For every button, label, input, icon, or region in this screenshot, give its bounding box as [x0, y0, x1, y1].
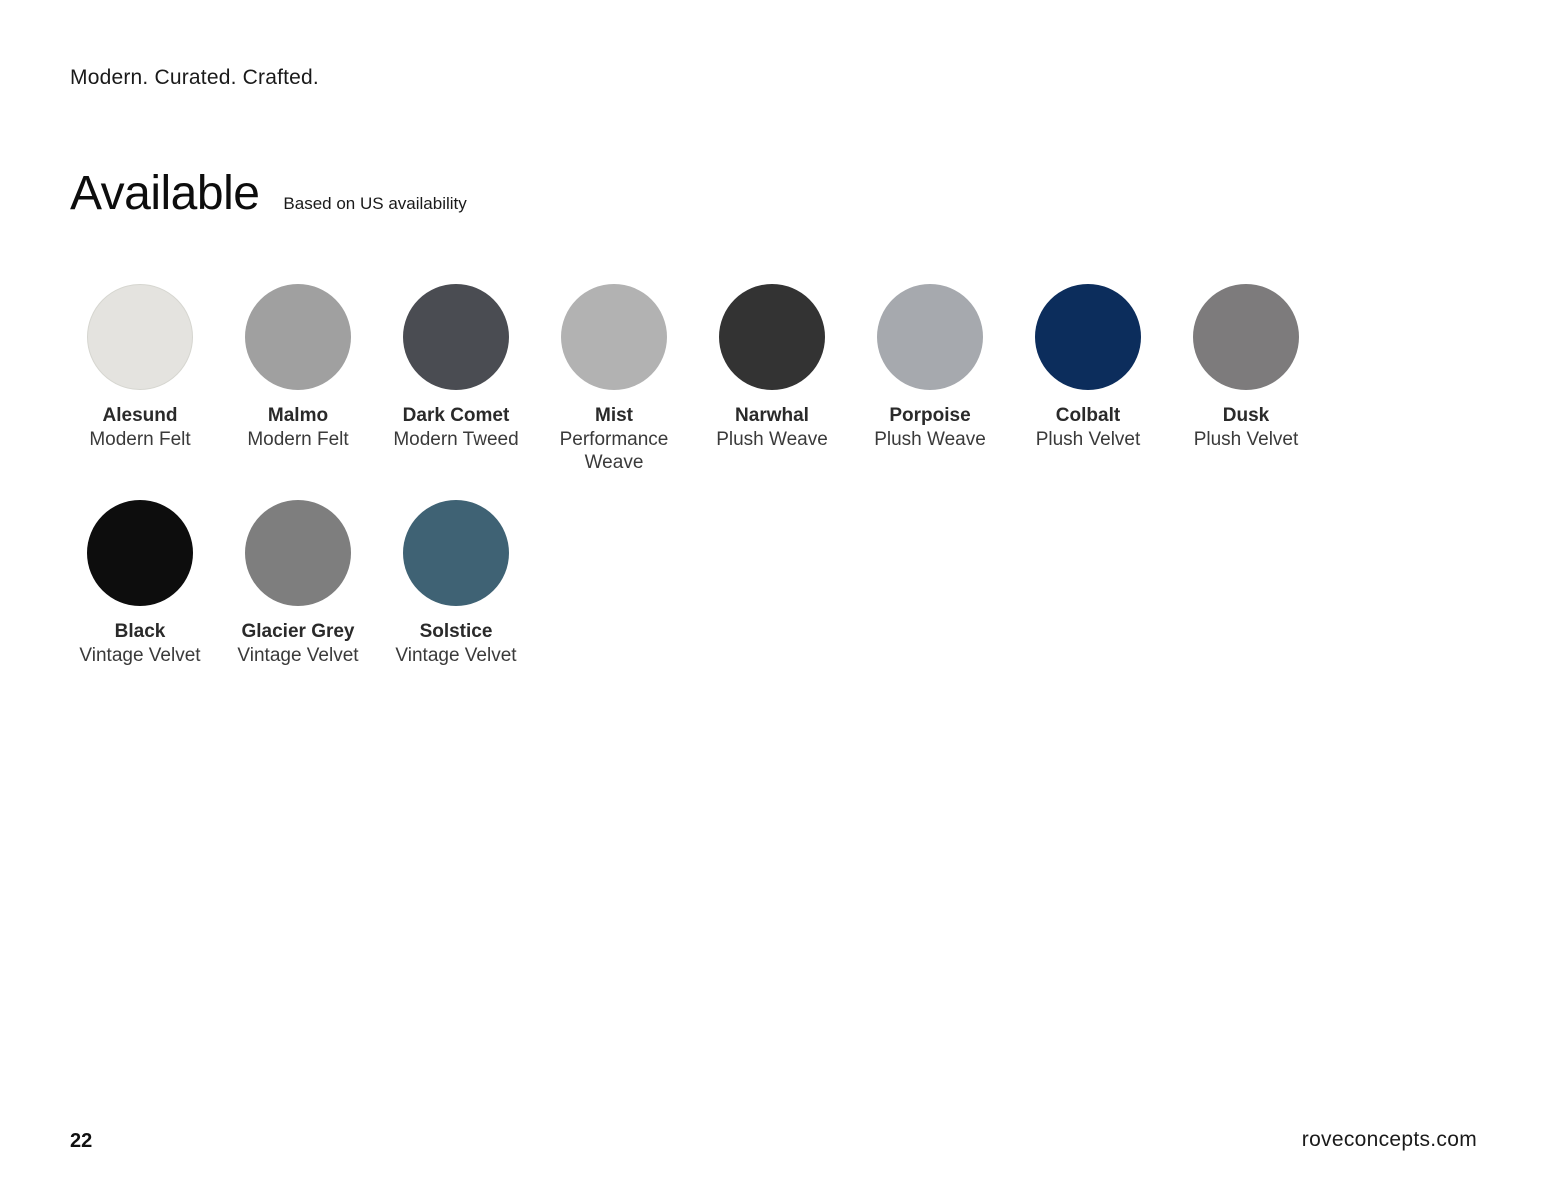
- swatch-mist: [535, 284, 693, 474]
- swatch-row-1: [61, 284, 1325, 474]
- fabric-swatch-circle: [245, 500, 351, 606]
- swatch-glacier-grey: [219, 500, 377, 667]
- swatch-name: Solstice: [419, 621, 493, 642]
- swatch-material: Plush Weave: [874, 429, 986, 450]
- fabric-swatch-circle: [1035, 284, 1141, 390]
- swatch-material: Vintage Velvet: [79, 645, 201, 666]
- fabric-swatch-circle: [561, 284, 667, 390]
- swatch-alesund: [61, 284, 219, 474]
- swatch-material: Modern Felt: [247, 429, 349, 450]
- swatch-black: [61, 500, 219, 667]
- fabric-swatch-circle: [245, 284, 351, 390]
- swatch-malmo: [219, 284, 377, 474]
- fabric-swatch-circle: [87, 284, 193, 390]
- swatch-name: Narwhal: [735, 405, 809, 426]
- fabric-swatch-circle: [1193, 284, 1299, 390]
- fabric-swatch-circle: [403, 284, 509, 390]
- website-url: roveconcepts.com: [1301, 1128, 1477, 1151]
- swatch-name: Black: [114, 621, 166, 642]
- section-subtitle: Based on US availability: [283, 194, 467, 213]
- page-number: 22: [70, 1130, 93, 1152]
- swatch-name: Malmo: [267, 405, 329, 426]
- section-header: [70, 166, 467, 221]
- swatch-name: Colbalt: [1055, 405, 1121, 426]
- swatch-dark-comet: [377, 284, 535, 474]
- swatch-name: Alesund: [102, 405, 178, 426]
- swatch-dusk: [1167, 284, 1325, 474]
- swatch-material: Plush Velvet: [1035, 429, 1141, 450]
- swatch-material: Modern Tweed: [393, 429, 519, 450]
- swatch-name: Mist: [595, 405, 633, 426]
- swatch-material: Plush Velvet: [1193, 429, 1299, 450]
- swatch-colbalt: [1009, 284, 1167, 474]
- swatch-name: Dark Comet: [402, 405, 510, 426]
- swatch-material: Vintage Velvet: [395, 645, 517, 666]
- fabric-swatch-circle: [877, 284, 983, 390]
- swatch-narwhal: [693, 284, 851, 474]
- swatch-material: Vintage Velvet: [237, 645, 359, 666]
- swatch-name: Porpoise: [889, 405, 971, 426]
- fabric-swatch-circle: [87, 500, 193, 606]
- swatch-material: Performance Weave: [559, 429, 669, 473]
- tagline: Modern. Curated. Crafted.: [70, 66, 319, 89]
- swatch-material: Plush Weave: [716, 429, 828, 450]
- swatch-solstice: [377, 500, 535, 667]
- swatch-row-2: [61, 500, 535, 667]
- swatch-porpoise: [851, 284, 1009, 474]
- swatch-name: Dusk: [1222, 405, 1270, 426]
- swatch-material: Modern Felt: [89, 429, 191, 450]
- swatch-name: Glacier Grey: [241, 621, 355, 642]
- section-title: Available: [70, 167, 260, 220]
- fabric-swatch-circle: [403, 500, 509, 606]
- fabric-swatch-circle: [719, 284, 825, 390]
